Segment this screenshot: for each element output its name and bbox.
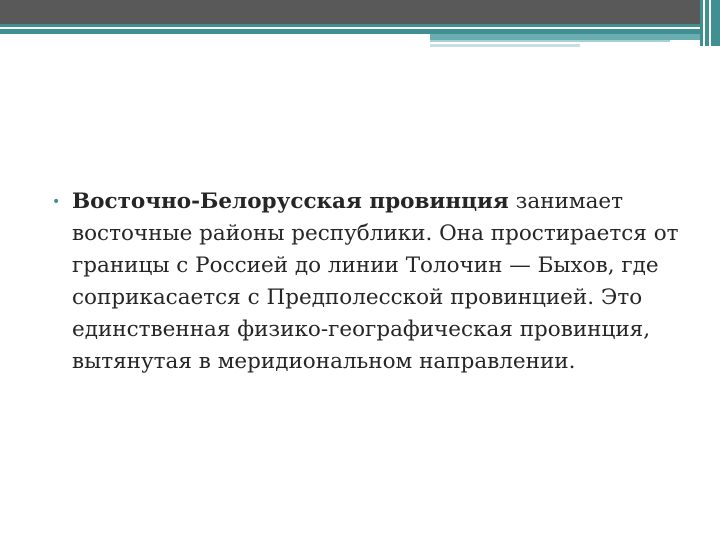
accent-band <box>0 24 720 34</box>
term-heading: Восточно-Белорусская провинция <box>72 189 509 214</box>
bullet-item <box>52 186 692 378</box>
body-text: занимает восточные районы республики. Она простирается от границы с Россией до линии Толочин — Быхов, где соприкасается с Предполесской провинцией. Это единственная физико-географическая провинция, вытянутая в меридиональном направлении. <box>72 189 679 374</box>
header-band <box>0 0 720 24</box>
accent-band-thin <box>430 40 670 42</box>
corner-stripe <box>703 0 705 46</box>
bullet-icon: • <box>52 194 61 210</box>
accent-divider <box>0 27 720 29</box>
corner-stripe-2 <box>709 0 711 46</box>
slide-content <box>52 186 692 378</box>
accent-band-short <box>430 44 580 47</box>
